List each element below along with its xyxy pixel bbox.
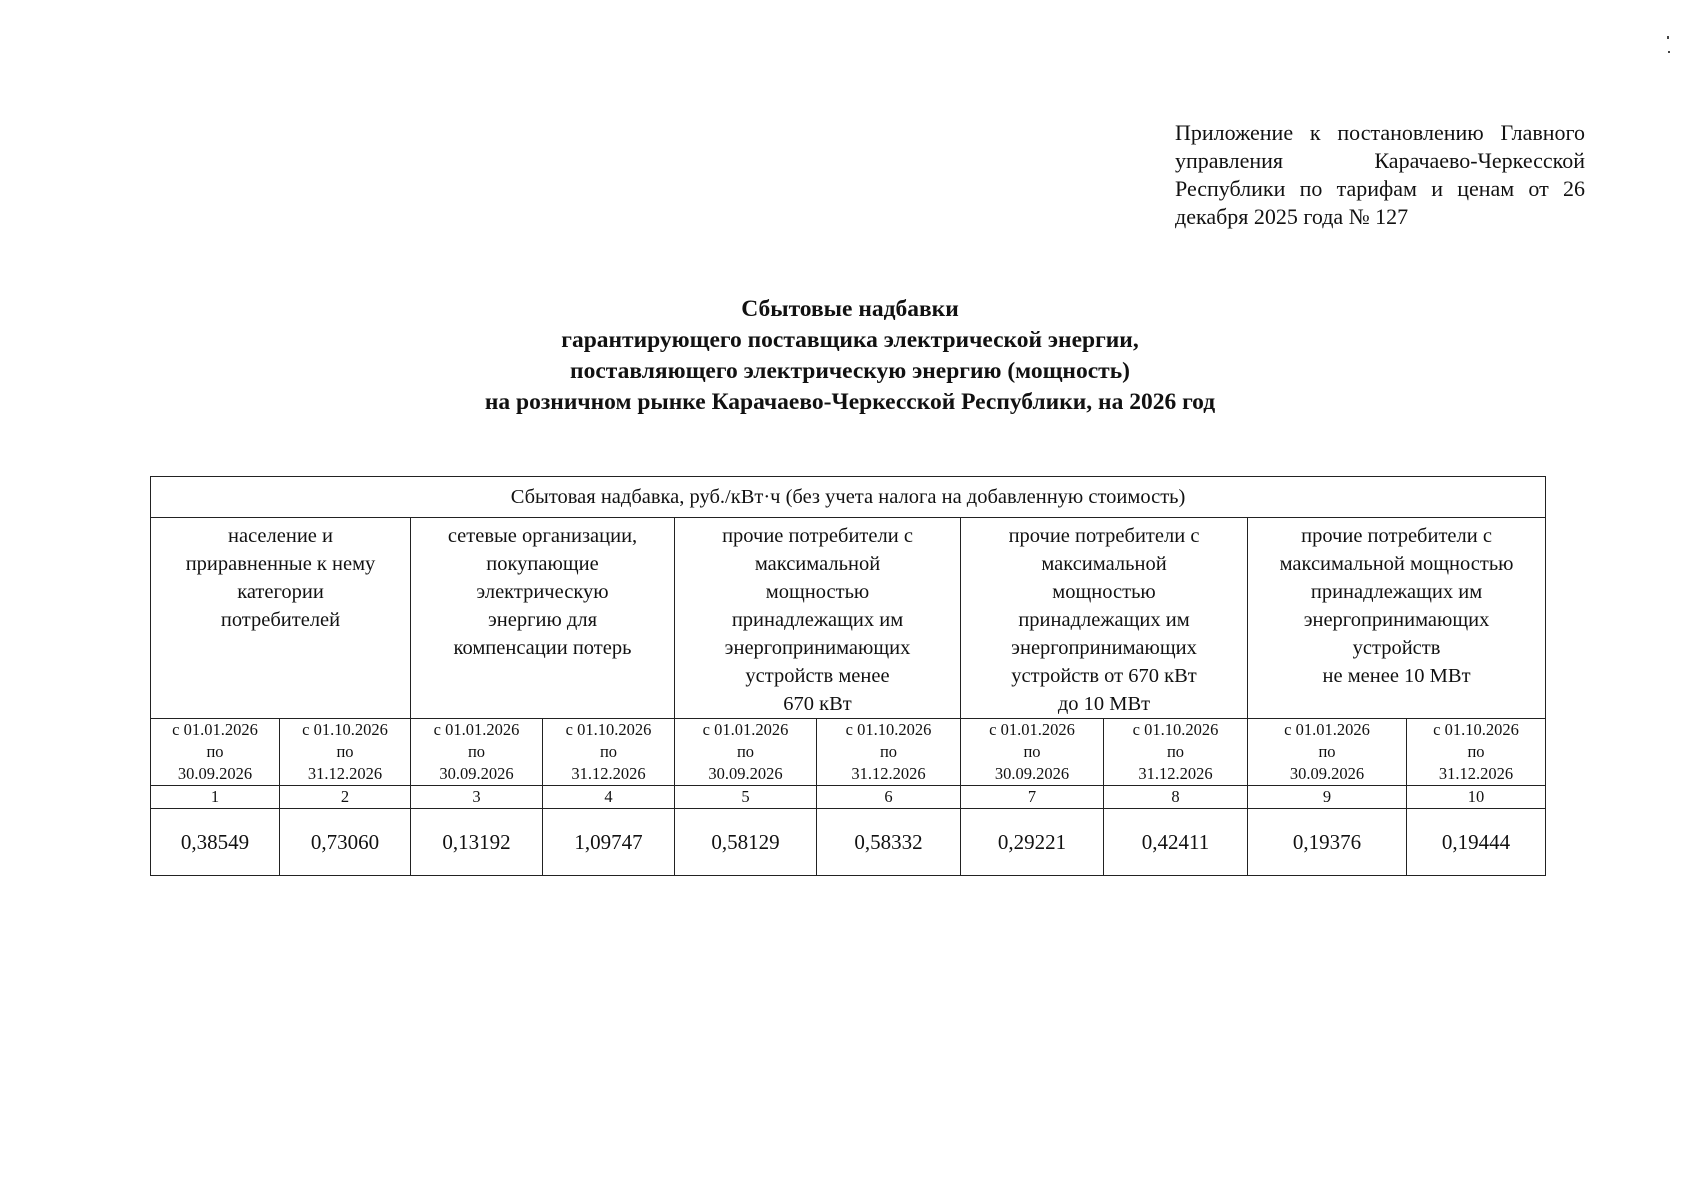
tariff-table	[150, 476, 1546, 876]
period-cell	[543, 719, 675, 786]
period-to-word: по	[1023, 742, 1041, 761]
period-to-word: по	[879, 742, 898, 761]
period-from: с 01.01.2026	[1284, 720, 1370, 739]
group-header-population	[151, 518, 411, 719]
period-cell	[1407, 719, 1546, 786]
tariff-value: 1,09747	[543, 809, 675, 876]
period-to-word: по	[336, 742, 354, 761]
period-from: с 01.10.2026	[1433, 720, 1519, 739]
period-to: 30.09.2026	[994, 764, 1070, 783]
period-to: 31.12.2026	[307, 764, 383, 783]
tariff-value: 0,13192	[411, 809, 543, 876]
period-to: 31.12.2026	[1138, 764, 1213, 783]
tariff-value: 0,38549	[151, 809, 280, 876]
group-header-line: максимальной	[1041, 553, 1167, 575]
period-from: с 01.01.2026	[702, 720, 789, 739]
tariff-value: 0,19444	[1407, 809, 1546, 876]
group-header-line: приравненные к нему	[185, 553, 376, 575]
period-to: 30.09.2026	[439, 764, 514, 783]
period-row	[151, 719, 1546, 786]
period-to-word: по	[736, 742, 755, 761]
group-header-line: энергопринимающих	[1303, 609, 1490, 631]
group-header-line: прочие потребители с	[1008, 525, 1200, 547]
tariff-value: 0,58129	[675, 809, 817, 876]
title-line: на розничном рынке Карачаево-Черкесской Республики, на 2026 год	[484, 389, 1216, 415]
period-to-word: по	[1467, 742, 1485, 761]
period-to-word: по	[599, 742, 618, 761]
period-to: 30.09.2026	[708, 764, 783, 783]
column-number: 10	[1407, 786, 1546, 809]
group-header-grid-organizations	[411, 518, 675, 719]
group-header-over-10mw	[1248, 518, 1546, 719]
period-from: с 01.10.2026	[565, 720, 652, 739]
group-header-line: до 10 МВт	[1057, 693, 1151, 715]
column-number: 1	[151, 786, 280, 809]
group-header-line: максимальной	[754, 553, 881, 575]
period-cell	[675, 719, 817, 786]
period-cell	[961, 719, 1104, 786]
group-header-under-670kw	[675, 518, 961, 719]
tariff-value: 0,73060	[280, 809, 411, 876]
appendix-note: Приложение к постановлению Главного управления Карачаево-Черкесской Республики по тарифам и ценам от 26 декабря 2025 года № 127	[1175, 120, 1585, 229]
group-header-line: 670 кВт	[783, 693, 852, 715]
column-number: 5	[675, 786, 817, 809]
period-to: 30.09.2026	[1289, 764, 1365, 783]
period-from: с 01.01.2026	[989, 720, 1075, 739]
caption-row	[151, 477, 1546, 518]
group-header-line: прочие потребители с	[722, 525, 913, 547]
period-to-word: по	[1166, 742, 1185, 761]
period-from: с 01.10.2026	[302, 720, 388, 739]
group-header-670kw-to-10mw	[961, 518, 1248, 719]
title-line: гарантирующего поставщика электрической энергии,	[561, 327, 1139, 353]
group-header-line: покупающие	[486, 553, 599, 575]
column-number-row	[151, 786, 1546, 809]
period-from: с 01.01.2026	[172, 720, 258, 739]
period-cell	[280, 719, 411, 786]
period-to: 31.12.2026	[1438, 764, 1514, 783]
group-header-line: устройств менее	[745, 665, 890, 687]
column-number: 3	[411, 786, 543, 809]
group-header-line: сетевые организации,	[447, 525, 638, 547]
group-header-line: устройств	[1352, 637, 1441, 659]
value-row	[151, 809, 1546, 876]
period-cell	[411, 719, 543, 786]
group-header-line: принадлежащих им	[731, 609, 904, 631]
group-header-row	[151, 518, 1546, 719]
group-header-line: энергию для	[487, 609, 598, 631]
group-header-line: принадлежащих им	[1310, 581, 1483, 603]
group-header-line: электрическую	[476, 581, 609, 603]
column-number: 9	[1248, 786, 1407, 809]
period-from: с 01.01.2026	[433, 720, 520, 739]
group-header-line: прочие потребители с	[1301, 525, 1492, 547]
group-header-line: энергопринимающих	[724, 637, 911, 659]
title-line: Сбытовые надбавки	[741, 296, 959, 322]
group-header-line: не менее 10 МВт	[1322, 665, 1471, 687]
period-cell	[817, 719, 961, 786]
group-header-line: мощностью	[1052, 581, 1156, 603]
scan-mark	[1668, 51, 1670, 53]
period-to: 31.12.2026	[851, 764, 926, 783]
group-header-line: категории	[237, 581, 324, 603]
group-header-line: устройств от 670 кВт	[1011, 665, 1197, 687]
period-from: с 01.10.2026	[1132, 720, 1219, 739]
column-number: 8	[1104, 786, 1248, 809]
period-to: 30.09.2026	[177, 764, 253, 783]
title-line: поставляющего электрическую энергию (мощность)	[570, 358, 1130, 384]
tariff-value: 0,42411	[1104, 809, 1248, 876]
column-number: 2	[280, 786, 411, 809]
period-cell	[1248, 719, 1407, 786]
column-number: 7	[961, 786, 1104, 809]
period-cell	[151, 719, 280, 786]
column-number: 6	[817, 786, 961, 809]
period-cell	[1104, 719, 1248, 786]
column-number: 4	[543, 786, 675, 809]
group-header-line: компенсации потерь	[453, 637, 632, 659]
table-caption: Сбытовая надбавка, руб./кВт·ч (без учета налога на добавленную стоимость)	[151, 477, 1546, 518]
period-to-word: по	[467, 742, 486, 761]
period-to-word: по	[1318, 742, 1336, 761]
group-header-line: принадлежащих им	[1018, 609, 1190, 631]
group-header-line: мощностью	[765, 581, 870, 603]
period-from: с 01.10.2026	[845, 720, 932, 739]
tariff-value: 0,29221	[961, 809, 1104, 876]
scan-mark	[1667, 36, 1669, 39]
document-title	[150, 294, 1550, 418]
period-to: 31.12.2026	[571, 764, 646, 783]
tariff-value: 0,58332	[817, 809, 961, 876]
group-header-line: потребителей	[220, 609, 341, 631]
tariff-value: 0,19376	[1248, 809, 1407, 876]
period-to-word: по	[206, 742, 224, 761]
group-header-line: население и	[228, 525, 333, 547]
group-header-line: энергопринимающих	[1011, 637, 1197, 659]
group-header-line: максимальной мощностью	[1279, 553, 1514, 575]
